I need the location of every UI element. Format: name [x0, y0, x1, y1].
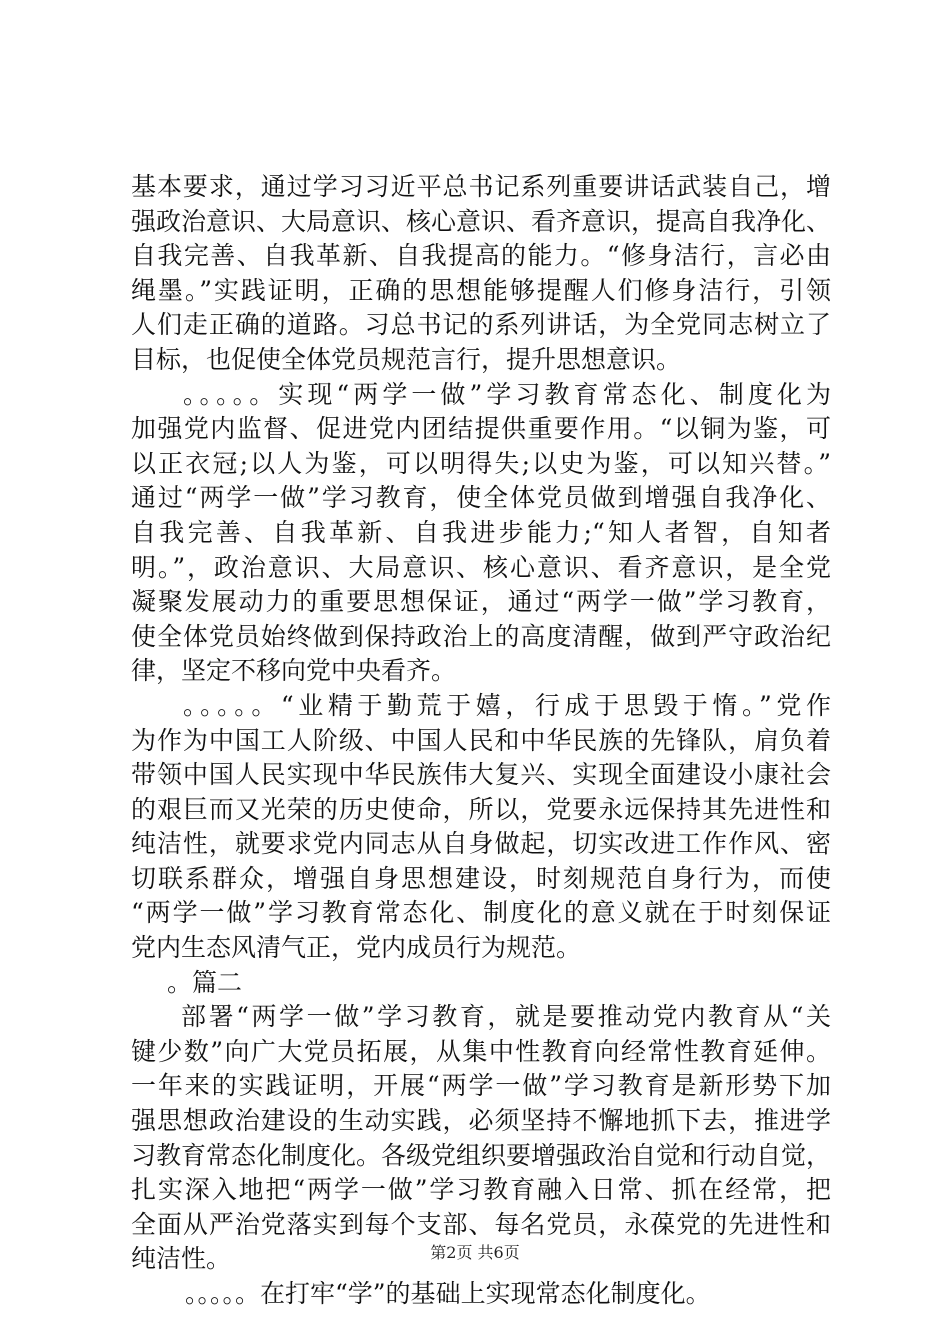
text-line: 以正衣冠;以人为鉴，可以明得失;以史为鉴，可以知兴替。”	[131, 448, 831, 478]
text-line: 。。。。。在打牢“学”的基础上实现常态化制度化。	[185, 1279, 711, 1308]
text-line: 通过“两学一做”学习教育，使全体党员做到增强自我净化、	[131, 483, 831, 513]
text-line: 人们走正确的道路。习总书记的系列讲话，为全党同志树立了	[131, 310, 831, 340]
text-line: 切联系群众，增强自身思想建设，时刻规范自身行为，而使	[131, 863, 831, 893]
text-line: 强思想政治建设的生动实践，必须坚持不懈地抓下去，推进学	[131, 1106, 831, 1136]
text-line: 绳墨。”实践证明，正确的思想能够提醒人们修身洁行，引领	[131, 275, 831, 305]
page-footer	[0, 1243, 950, 1263]
text-line: 部署“两学一做”学习教育，就是要推动党内教育从“关	[181, 1002, 831, 1032]
page-number: 第2页 共6页	[430, 1243, 520, 1262]
text-line: 基本要求，通过学习习近平总书记系列重要讲话武装自己，增	[131, 172, 831, 201]
section-heading: 。篇二	[167, 967, 243, 997]
text-line: 加强党内监督、促进党内团结提供重要作用。“以铜为鉴，可	[131, 414, 831, 444]
text-line: 扎实深入地把“两学一做”学习教育融入日常、抓在经常，把	[131, 1175, 831, 1205]
text-line: 强政治意识、大局意识、核心意识、看齐意识，提高自我净化、	[131, 206, 832, 236]
text-line: 一年来的实践证明，开展“两学一做”学习教育是新形势下加	[131, 1071, 831, 1101]
text-line: 自我完善、自我革新、自我进步能力;“知人者智，自知者	[131, 517, 831, 547]
text-line: 律，坚定不移向党中央看齐。	[131, 656, 457, 686]
text-line: “两学一做”学习教育常态化、制度化的意义就在于时刻保证	[131, 898, 831, 928]
text-line: 纯洁性，就要求党内同志从自身做起，切实改进工作作风、密	[131, 829, 831, 859]
text-line: 键少数”向广大党员拓展，从集中性教育向经常性教育延伸。	[131, 1036, 831, 1066]
text-line: 的艰巨而又光荣的历史使命，所以，党要永远保持其先进性和	[131, 794, 831, 824]
text-line: 。。。。。实现“两学一做”学习教育常态化、制度化为	[183, 379, 831, 409]
text-line: 为作为中国工人阶级、中国人民和中华民族的先锋队，肩负着	[131, 725, 831, 755]
text-line: 纯洁性。	[131, 1244, 232, 1274]
text-line: 习教育常态化制度化。各级党组织要增强政治自觉和行动自觉，	[131, 1140, 832, 1170]
text-line: 凝聚发展动力的重要思想保证，通过“两学一做”学习教育，	[131, 587, 831, 617]
body-text	[131, 170, 831, 1312]
text-line: 目标，也促使全体党员规范言行，提升思想意识。	[131, 344, 682, 374]
text-line: 带领中国人民实现中华民族伟大复兴、实现全面建设小康社会	[131, 760, 831, 790]
text-line: 全面从严治党落实到每个支部、每名党员，永葆党的先进性和	[131, 1209, 831, 1239]
text-line: 。。。。。“业精于勤荒于嬉，行成于思毁于惰。”党作	[183, 690, 831, 720]
text-line: 使全体党员始终做到保持政治上的高度清醒，做到严守政治纪	[131, 621, 831, 651]
text-line: 党内生态风清气正，党内成员行为规范。	[131, 933, 582, 963]
text-line: 明。”，政治意识、大局意识、核心意识、看齐意识，是全党	[131, 552, 831, 582]
text-line: 自我完善、自我革新、自我提高的能力。“修身洁行，言必由	[131, 241, 831, 271]
